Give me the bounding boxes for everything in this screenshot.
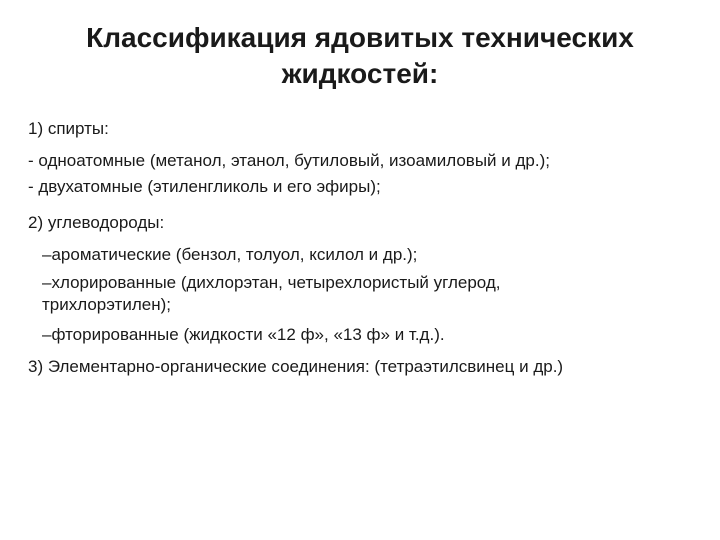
section-2-heading: 2) углеводороды: xyxy=(28,213,165,232)
title-line-2: жидкостей: xyxy=(281,58,439,89)
section-2-item-1: –ароматические (бензол, толуол, ксилол и др.); xyxy=(42,245,418,264)
section-3: 3) Элементарно-органические соединения: (тетраэтилсвинец и др.) xyxy=(28,357,564,376)
section-1-item-2: - двухатомные (этиленгликоль и его эфиры); xyxy=(28,177,381,196)
title-line-1: Классификация ядовитых технических xyxy=(86,22,634,53)
slide-title xyxy=(0,20,720,92)
section-1-heading: 1) спирты: xyxy=(28,119,109,138)
section-1-item-1: - одноатомные (метанол, этанол, бутиловый, изоамиловый и др.); xyxy=(28,151,550,170)
section-2-item-2-line-2: трихлорэтилен); xyxy=(42,295,171,314)
section-2-item-3: –фторированные (жидкости «12 ф», «13 ф» и т.д.). xyxy=(42,325,445,344)
section-2-item-2-line-1: –хлорированные (дихлорэтан, четырехлористый углерод, xyxy=(42,273,501,292)
